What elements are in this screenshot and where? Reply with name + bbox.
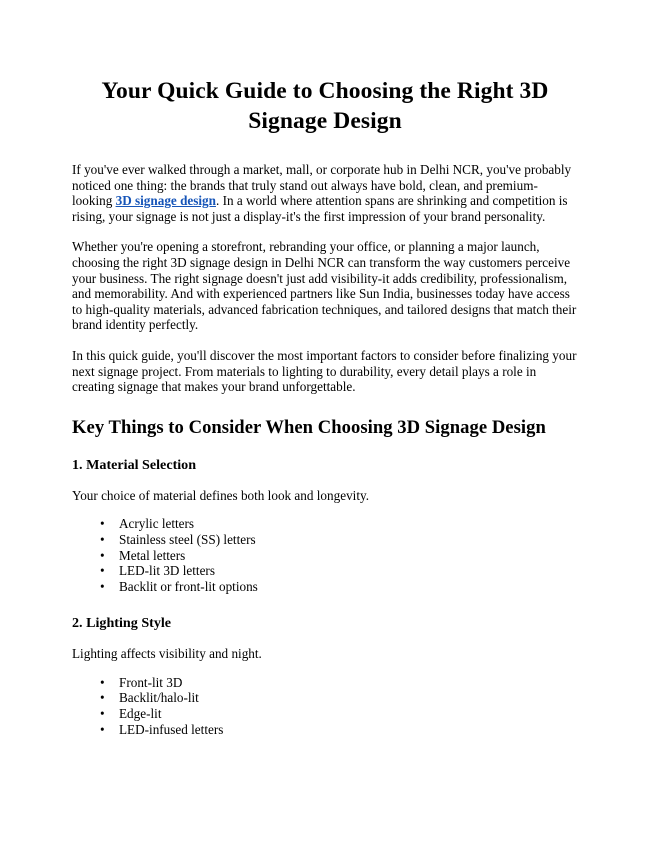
page-title: Your Quick Guide to Choosing the Right 3D Signage Design [101, 78, 549, 134]
list-item-label: Edge-lit [119, 706, 162, 722]
subsection-lead-lighting-style: Lighting affects visibility and night. [72, 646, 262, 662]
bullet-list-materials [72, 516, 578, 594]
bullet-icon: • [100, 531, 105, 547]
signage-design-link[interactable]: 3D signage design [115, 193, 216, 209]
list-item-label: LED-lit 3D letters [119, 563, 215, 579]
intro-paragraph-2: Whether you're opening a storefront, rebranding your office, or planning a major launch, choosing the right 3D signage design in Delhi NCR can transform the way customers perceive your business. The right signage doesn't just add visibility-it adds credibility, professionalism, and memorability. And with experienced partners like Sun India, businesses today have access to high-quality materials, advanced fabrication techniques, and tailored designs that match their brand identity perfectly. [72, 239, 577, 333]
intro-paragraph-3: In this quick guide, you'll discover the most important factors to consider before finalizing your next signage project. From materials to lighting to durability, every detail plays a role in creating signage that makes your brand unforgettable. [72, 347, 577, 395]
subsection-heading-lighting-style: 2. Lighting Style [72, 615, 172, 632]
list-item-label: Backlit or front-lit options [119, 578, 258, 594]
list-item-label: Stainless steel (SS) letters [119, 531, 256, 547]
subsection-lead-material-selection: Your choice of material defines both look and longevity. [72, 487, 370, 503]
list-item [72, 690, 578, 706]
bullet-icon: • [100, 516, 105, 532]
bullet-icon: • [100, 706, 105, 722]
list-item-label: Backlit/halo-lit [119, 690, 199, 706]
list-item-label: LED-infused letters [119, 721, 224, 737]
list-item [72, 532, 578, 548]
bullet-icon: • [100, 547, 105, 563]
bullet-icon: • [100, 690, 105, 706]
list-item [72, 563, 578, 579]
list-item-label: Acrylic letters [119, 516, 195, 532]
subsection-heading-material-selection: 1. Material Selection [72, 456, 197, 473]
intro-paragraph-1 [72, 162, 578, 224]
list-item [72, 706, 578, 722]
bullet-icon: • [100, 578, 105, 594]
intro-paragraph-1-text-before-link: If you've ever walked through a market, mall, or corporate hub in Delhi NCR, you've probably noticed one thing: the brands that truly stand out always have bold, clean, and premium-looking [72, 162, 572, 209]
list-item-label: Front-lit 3D [119, 674, 183, 690]
bullet-icon: • [100, 721, 105, 737]
list-item [72, 579, 578, 595]
list-item [72, 548, 578, 564]
intro-paragraph-1-text-after-link: . In a world where attention spans are shrinking and competition is rising, your signage is not just a display-it's the first impression of your brand personality. [72, 193, 568, 224]
bullet-list-lighting [72, 675, 578, 737]
list-item [72, 722, 578, 738]
section-heading-key-things: Key Things to Consider When Choosing 3D Signage Design [72, 416, 546, 438]
document-content [72, 0, 578, 737]
list-item [72, 675, 578, 691]
list-item [72, 516, 578, 532]
bullet-icon: • [100, 563, 105, 579]
list-item-label: Metal letters [119, 547, 186, 563]
bullet-icon: • [100, 674, 105, 690]
